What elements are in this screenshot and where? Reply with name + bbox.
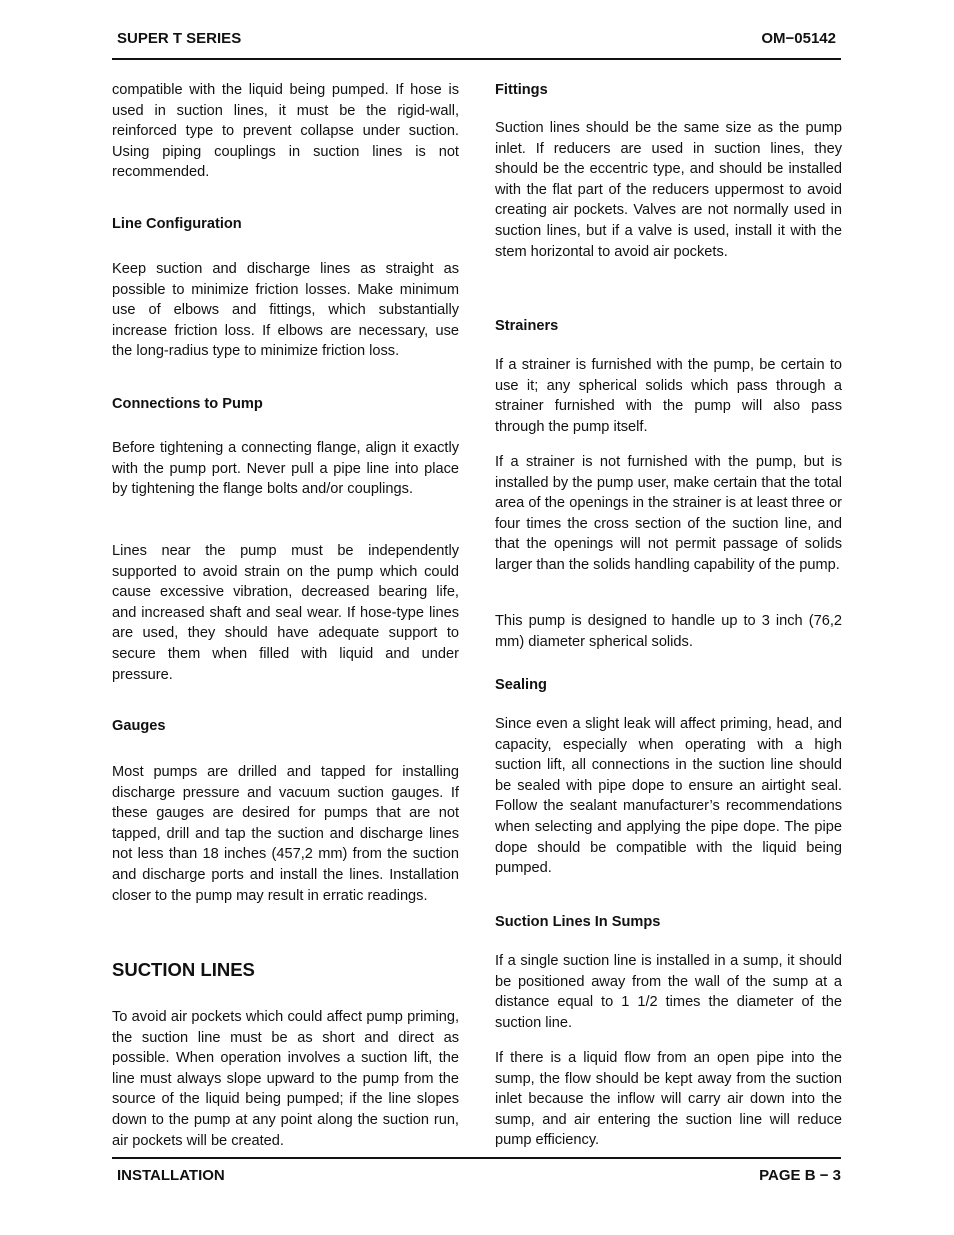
paragraph-line-configuration: Keep suction and discharge lines as straight as possible to minimize friction losses. Make minimum use of elbows and fittings, which substantially increase friction loss. If elbows are necessary, use the long-radius type to minimize friction loss.: [112, 261, 459, 360]
heading-gauges: Gauges: [112, 718, 166, 734]
paragraph-strainer-use: If a strainer is furnished with the pump, be certain to use it; any spherical solids which pass through a strainer furnished with the pump will also pass through the pump itself.: [495, 357, 842, 435]
heading-sealing: Sealing: [495, 677, 547, 693]
paragraph-solids-capacity: This pump is designed to handle up to 3 inch (76,2 mm) diameter spherical solids.: [495, 613, 842, 650]
header-series: SUPER T SERIES: [117, 30, 242, 47]
paragraph-sump-inflow: If there is a liquid flow from an open pipe into the sump, the flow should be kept away from the suction inlet because the inflow will carry air down into the sump, and air entering the suction line will reduce pump efficiency.: [495, 1050, 842, 1149]
paragraph-sump-positioning: If a single suction line is installed in a sump, it should be positioned away from the wall of the sump at a distance equal to 1 1/2 times the diameter of the suction line.: [495, 953, 842, 1031]
paragraph-line-support: Lines near the pump must be independently supported to avoid strain on the pump which could cause excessive vibration, decreased bearing life, and increased shaft and seal wear. If hose-type lines are used, they should have adequate support to secure them when filled with liquid and under pressure.: [112, 543, 459, 683]
heading-connections-to-pump: Connections to Pump: [112, 396, 263, 412]
heading-suction-lines: SUCTION LINES: [112, 959, 255, 980]
paragraph-strainer-area: If a strainer is not furnished with the pump, but is installed by the pump user, make certain that the total area of the openings in the strainer is at least three or four times the cross section of the suction line, and that the openings will not permit passage of solids larger than the solids handling capability of the pump.: [495, 454, 842, 573]
paragraph-fittings: Suction lines should be the same size as the pump inlet. If reducers are used in suction lines, they should be the eccentric type, and should be installed with the flat part of the reducers uppermost to avoid creating air pockets. Valves are not normally used in suction lines, but if a valve is used, install it with the stem horizontal to avoid air pockets.: [495, 120, 842, 260]
paragraph-sealing: Since even a slight leak will affect priming, head, and capacity, especially when operating with a high suction lift, all connections in the suction line should be sealed with pipe dope to ensure an airtight seal. Follow the sealant manufacturer’s recommendations when selecting and applying the pipe dope. The pipe dope should be compatible with the liquid being pumped.: [495, 716, 842, 877]
page-footer: [112, 1157, 841, 1189]
footer-section: INSTALLATION: [117, 1167, 225, 1184]
paragraph-flange-alignment: Before tightening a connecting flange, align it exactly with the pump port. Never pull a pipe line into place by tightening the flange bolts and/or couplings.: [112, 440, 459, 498]
heading-strainers: Strainers: [495, 318, 559, 334]
header-doc-number: OM−05142: [761, 30, 836, 47]
heading-line-configuration: Line Configuration: [112, 216, 242, 232]
heading-suction-lines-in-sumps: Suction Lines In Sumps: [495, 914, 661, 930]
paragraph-hose-compatibility: compatible with the liquid being pumped. If hose is used in suction lines, it must be the rigid-wall, reinforced type to prevent collapse under suction. Using piping couplings in suction lines is not recommended.: [112, 82, 459, 181]
paragraph-suction-lines: To avoid air pockets which could affect pump priming, the suction line must be as short and direct as possible. When operation involves a suction lift, the line must always slope upward to the pump from the source of the liquid being pumped; if the line slopes down to the pump at any point along the suction run, air pockets will be created.: [112, 1009, 459, 1149]
footer-page-number: PAGE B − 3: [759, 1167, 841, 1184]
paragraph-gauges: Most pumps are drilled and tapped for installing discharge pressure and vacuum suction gauges. If these gauges are desired for pumps that are not tapped, drill and tap the suction and discharge lines not less than 18 inches (457,2 mm) from the suction and discharge ports and install the lines. Installation closer to the pump may result in erratic readings.: [112, 764, 459, 904]
heading-fittings: Fittings: [495, 82, 548, 98]
page-header: [112, 28, 841, 60]
